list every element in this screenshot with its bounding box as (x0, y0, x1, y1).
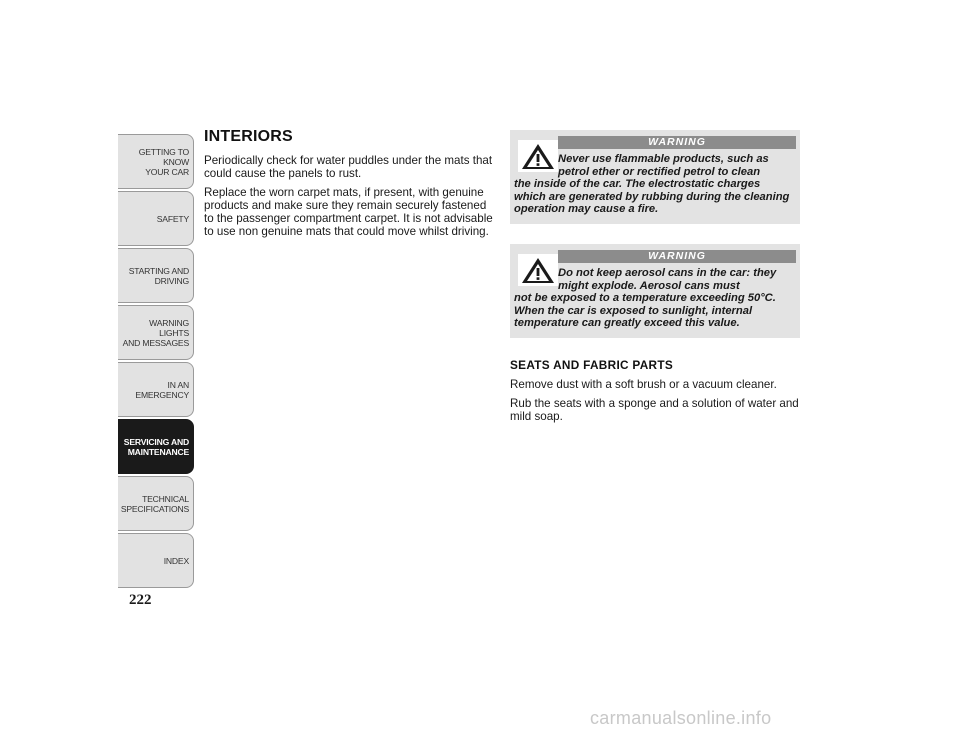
tab-servicing-maintenance[interactable]: SERVICING AND MAINTENANCE (118, 419, 194, 474)
tab-safety[interactable]: SAFETY (118, 191, 194, 246)
warning-header: WARNING (558, 250, 796, 263)
tab-index[interactable]: INDEX (118, 533, 194, 588)
paragraph: Replace the worn carpet mats, if present, with genuine products and make sure they remain securely fastened to the passenger compartment carpet. It is not advisable to use non genuine mats that could move whilst driving. (204, 186, 493, 238)
tab-getting-to-know[interactable]: GETTING TO KNOW YOUR CAR (118, 134, 194, 189)
warning-rest: the inside of the car. The electrostatic charges which are generated by rubbing during the cleaning operation may cause a fire. (514, 178, 790, 216)
section-subtitle: SEATS AND FABRIC PARTS (510, 357, 674, 372)
warning-rest: not be exposed to a temperature exceeding 50°C. When the car is exposed to sunlight, internal temperature can greatly exceed this value. (514, 292, 776, 330)
warning-header: WARNING (558, 136, 796, 149)
warning-triangle-icon (518, 140, 558, 172)
page-number: 222 (129, 592, 152, 608)
section-title: INTERIORS (204, 128, 293, 145)
warning-triangle-icon (518, 254, 558, 286)
paragraph: Remove dust with a soft brush or a vacuum cleaner. (510, 377, 777, 391)
interiors-section (204, 128, 494, 244)
paragraph: Periodically check for water puddles under the mats that could cause the panels to rust. (204, 154, 493, 180)
warning-lead: Never use flammable products, such as petrol ether or rectified petrol to clean (558, 153, 769, 178)
paragraph: Rub the seats with a sponge and a solution of water and mild soap. (510, 396, 799, 423)
tab-starting-driving[interactable]: STARTING AND DRIVING (118, 248, 194, 303)
tab-warning-lights[interactable]: WARNING LIGHTS AND MESSAGES (118, 305, 194, 360)
right-column (510, 130, 800, 429)
warning-box (510, 130, 800, 224)
watermark: carmanualsonline.info (590, 708, 772, 728)
warning-box (510, 244, 800, 338)
tab-technical-specs[interactable]: TECHNICAL SPECIFICATIONS (118, 476, 194, 531)
chapter-tabs (118, 134, 194, 590)
warning-lead: Do not keep aerosol cans in the car: they might explode. Aerosol cans must (558, 266, 777, 292)
tab-emergency[interactable]: IN AN EMERGENCY (118, 362, 194, 417)
